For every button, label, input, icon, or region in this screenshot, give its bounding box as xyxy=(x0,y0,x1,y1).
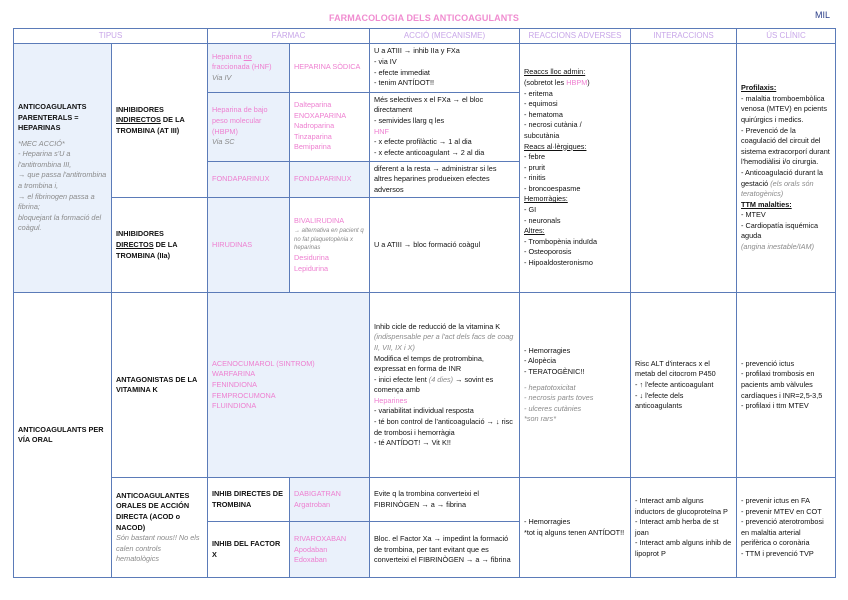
hbpm-action-3: - x efecte profilàctic → 1 al dia xyxy=(374,137,472,147)
use-l1-2-row xyxy=(741,168,831,200)
hirudinas-action-cell xyxy=(370,198,520,293)
adverse-h1 xyxy=(524,67,626,78)
acod-thr-label-cell xyxy=(208,478,290,522)
acod-adverse-1: *tot iq alguns tenen ANTÍDOT!! xyxy=(524,527,625,537)
subtype-indirect-post: DE LA TROMBINA (AT III) xyxy=(116,115,185,135)
page-title: FARMACOLOGIA DELS ANTICOAGULANTS xyxy=(328,13,520,23)
vitk-a3: - inici efecte lent xyxy=(374,374,429,384)
vitk-adverse-note-0: - hepatotoxicitat xyxy=(524,382,576,392)
adverse-h3: Hemorràgies: xyxy=(524,194,568,204)
use-l1-0: - malaltia tromboembòlica venosa (MTEV) en pcients quirúrgics i medics. xyxy=(741,93,827,125)
adverse-l4-1: - Osteoporosis xyxy=(524,247,572,257)
vitk-inter-0: Risc ALT d'interacs x el metab del citocrom P450 xyxy=(635,358,716,379)
hbpm-names-cell xyxy=(290,92,370,161)
acod-use-3: - TTM i prevenció TVP xyxy=(741,548,814,558)
use-l1-note: (els orals són teratogènics) xyxy=(741,178,814,199)
acod-use-0: - prevenir ictus en FA xyxy=(741,496,810,506)
acod-xa-label-cell xyxy=(208,522,290,578)
vitk-a1: Inhib cicle de reducció de la vitamina K xyxy=(374,321,501,331)
subtype-direct-word: DIRECTOS xyxy=(116,240,154,250)
adverse-l4-0: - Trombopènia induïda xyxy=(524,236,598,246)
adverse-h1d: ) xyxy=(587,78,590,88)
vitk-name-0: ACENOCUMAROL (SINTROM) xyxy=(212,358,315,368)
vitk-inter-1: - ↑ l'efecte anticoagulant xyxy=(635,380,714,390)
hirudinas-names-cell xyxy=(290,198,370,293)
fonda-label: FONDAPARINUX xyxy=(212,174,270,184)
acod-xa-name-0: RIVAROXABAN xyxy=(294,533,347,543)
vitk-a3c: Heparines xyxy=(374,395,408,405)
subtype-direct-pre: INHIBIDORES xyxy=(116,229,164,239)
hirudinas-name-0: Desidurina xyxy=(294,253,329,263)
vitk-use-1: - profilaxi trombosis en pacients amb vàlvules cardíaques i INR=2,5-3,5 xyxy=(741,369,823,400)
mechanism-note-1: → que passa l'antitrombina a trombina i, xyxy=(18,170,107,191)
vitk-name-4: FLUINDIONA xyxy=(212,401,257,411)
author-tag: MIL xyxy=(814,10,830,20)
header-farmac: FÀRMAC xyxy=(208,29,370,44)
use-l2-0: - MTEV xyxy=(741,210,766,220)
acod-xa-action-cell xyxy=(370,522,520,578)
acod-adverse-0: - Hemorragies xyxy=(524,517,571,527)
subtype-direct-post: DE LA TROMBINA (IIa) xyxy=(116,240,178,260)
header-row xyxy=(14,29,836,44)
hbpm-action-4: - x efecte anticoagulant → 2 al dia xyxy=(374,147,485,157)
header-reaccions: REACCIONS ADVERSES xyxy=(520,29,631,44)
vitk-name-3: FEMPROCUMONA xyxy=(212,390,276,400)
hirudinas-name-top: BIVALIRUDINA xyxy=(294,216,345,226)
hnf-action-3: - tenim ANTÍDOT!! xyxy=(374,78,435,88)
use-h1: Profilaxis: xyxy=(741,83,777,93)
acod-label-cell xyxy=(112,478,208,578)
hnf-action-0: U a ATIII → inhib IIa y FXa xyxy=(374,46,460,56)
type-orals xyxy=(14,293,112,578)
parenteral-use-cell xyxy=(737,43,836,293)
use-h2: TTM malalties: xyxy=(741,199,792,209)
hirudinas-action: U a ATIII → bloc formació coàgul xyxy=(374,240,481,250)
acod-thr-action-cell xyxy=(370,478,520,522)
adverse-h1c: HBPM xyxy=(566,78,588,88)
adverse-h1-sub xyxy=(524,78,626,89)
hbpm-route: Via SC xyxy=(212,137,235,147)
header-accio: ACCIÓ (MECANISME) xyxy=(370,29,520,44)
acod-thr-inter-0: - Interact amb alguns inductors de glucoproteïna P xyxy=(635,496,728,516)
hbpm-action-0: Més selectives x el FXa → el bloc directament xyxy=(374,94,484,115)
fonda-action: diferent a la resta → administrar si les altres heparines produeixen efectes adversos xyxy=(374,163,497,194)
hirudinas-label-cell xyxy=(208,198,290,293)
vitk-adverse-2: - TERATOGÈNIC!! xyxy=(524,366,585,376)
acod-use-1: - prevenir MTEV en COT xyxy=(741,506,822,516)
hirudinas-names-note: → alternativa en pacient q no fat plaquetopènia x heparinas xyxy=(294,228,364,252)
acod-use-2: - prevenció aterotrombosi en malaltia arterial perifèrica o coronària xyxy=(741,517,824,548)
vitk-name-2: FENINDIONA xyxy=(212,380,257,390)
adverse-l1-3: - necrosi cutània / xyxy=(524,120,582,130)
parenteral-adverse-cell xyxy=(520,43,631,293)
subtype-direct xyxy=(112,198,208,293)
vitk-use-2: - profilaxi i ttm MTEV xyxy=(741,401,809,411)
adverse-l2-0: - febre xyxy=(524,152,546,162)
vitk-use-0: - prevenció ictus xyxy=(741,358,795,368)
vitk-adverse-note-3: *son rars* xyxy=(524,414,557,424)
hbpm-name-3: Tinzaparina xyxy=(294,131,332,141)
vitk-a4-0: - variabilitat individual resposta xyxy=(374,406,474,416)
adverse-l4-2: - Hipoaldosteronismo xyxy=(524,257,593,267)
vitk-adverse-note-2: - ulceres cutànies xyxy=(524,403,582,413)
hirudinas-name-1: Lepidurina xyxy=(294,263,329,273)
pharmacology-table xyxy=(13,28,836,578)
header-tipus: TIPUS xyxy=(14,29,208,44)
hbpm-label: Heparina de bajo peso molecular (HBPM) xyxy=(212,105,268,136)
hbpm-name-0: Dalteparina xyxy=(294,100,332,110)
mechanism-note-2: → el fibrinogen passa a fibrina; xyxy=(18,191,95,212)
hnf-no: no xyxy=(243,51,252,61)
acod-xa-inter-0: - Interact amb alguns inhib de lipoprot P xyxy=(635,538,732,558)
use-l2-note: (angina inestable/IAM) xyxy=(741,242,815,251)
adverse-h4: Altres: xyxy=(524,226,545,236)
adverse-h1-label: Reaccs lloc admin: xyxy=(524,67,586,77)
vitk-label-cell xyxy=(112,293,208,478)
vitk-a4-2: - té ANTÍDOT! → Vit K!! xyxy=(374,438,451,448)
vitk-label: ANTAGONISTAS DE LA VITAMINA K xyxy=(116,374,197,395)
mechanism-note-title: *MEC ACCIÓ* xyxy=(18,138,65,148)
adverse-l1-4: subcutània xyxy=(524,130,560,140)
vitk-adverse-0: - Hemorragies xyxy=(524,345,571,355)
acod-xa-name-2: Edoxaban xyxy=(294,555,327,565)
fonda-name-cell xyxy=(290,161,370,198)
hnf-name: HEPARINA SÒDICA xyxy=(294,62,361,72)
adverse-l2-3: - broncoespasme xyxy=(524,183,581,193)
vitk-a1-row xyxy=(374,322,515,354)
hirudinas-label: HIRUDINAS xyxy=(212,240,253,250)
hbpm-label-cell xyxy=(208,92,290,161)
vitk-a3b: → sovint es comença amb xyxy=(374,374,494,395)
subtype-indirect-pre: INHIBIDORES xyxy=(116,104,164,114)
use-l1-2: - Anticoagulació durant la gestació xyxy=(741,167,823,188)
use-l1-1: - Prevenció de la coagulació del circuit del sistema extracorporí durant l'hemodiàlisi i/o cirurgia. xyxy=(741,125,830,167)
hnf-action-cell xyxy=(370,43,520,92)
vitk-a4-1: - té bon control de l'anticoagulació → ↓ risc de trombosi i hemorràgia xyxy=(374,417,513,437)
acod-thr-label: INHIB DIRECTES DE TROMBINA xyxy=(212,489,283,509)
hbpm-name-1: ENOXAPARINA xyxy=(294,110,347,120)
hbpm-action-cell xyxy=(370,92,520,161)
hnf-label-cell xyxy=(208,43,290,92)
hnf-name-cell xyxy=(290,43,370,92)
adverse-l3-0: - GI xyxy=(524,204,537,214)
hbpm-name-4: Bemiparina xyxy=(294,142,331,152)
hbpm-action-1: - semivides llarg q les xyxy=(374,116,445,126)
acod-xa-action: Bloc. el Factor Xa → impedint la formació de trombina, per tant evitant que es converteixi el FIBRINÒGEN → a → fibrina xyxy=(374,533,511,565)
acod-label: ANTICOAGULANTES ORALES DE ACCIÓN DIRECTA (ACOD o NACOD) xyxy=(116,490,190,532)
vitk-use-cell xyxy=(737,293,836,478)
acod-thr-inter-1: - Interact amb herba de st joan xyxy=(635,517,719,537)
acod-thr-names-cell xyxy=(290,478,370,522)
type-parenterals-label: ANTICOAGULANTS PARENTERALS = HEPARINAS xyxy=(18,101,87,133)
hnf-action-1: - via IV xyxy=(374,57,397,67)
adverse-l2-2: - rinitis xyxy=(524,173,546,183)
mechanism-note-0: - Heparina s'U a l'antitrombina III, xyxy=(18,149,72,169)
hnf-post: fraccionada (HNF) xyxy=(212,62,272,72)
acod-xa-name-1: Apodaban xyxy=(294,544,328,554)
adverse-l1-2: - hematoma xyxy=(524,109,563,119)
type-orals-label: ANTICOAGULANTS PER VÍA ORAL xyxy=(18,424,104,445)
acod-adverse-cell xyxy=(520,478,631,578)
vitk-adverse-1: - Alopècia xyxy=(524,356,557,366)
vitk-a3-row xyxy=(374,375,515,396)
adverse-l3-1: - neuronals xyxy=(524,215,561,225)
hnf-route: Via IV xyxy=(212,72,232,82)
subtype-indirect xyxy=(112,43,208,198)
vitk-name-1: WARFARINA xyxy=(212,369,256,379)
vitk-names-cell xyxy=(208,293,370,478)
parenteral-interactions-cell xyxy=(631,43,737,293)
hbpm-name-2: Nadroparina xyxy=(294,121,335,131)
hbpm-action-2: HNF xyxy=(374,126,389,136)
acod-xa-names-cell xyxy=(290,522,370,578)
acod-thr-name-0: DABIGATRAN xyxy=(294,489,341,499)
adverse-l1-0: - eritema xyxy=(524,88,553,98)
vitk-a2: Modifica el temps de protrombina, expressat en forma de INR xyxy=(374,353,484,374)
adverse-h2: Reacs al·lèrgiques: xyxy=(524,141,587,151)
vitk-interactions-cell xyxy=(631,293,737,478)
hnf-pre: Heparina xyxy=(212,51,244,61)
vitk-inter-2: - ↓ l'efecte dels anticoagulants xyxy=(635,390,684,411)
vitk-adverse-cell xyxy=(520,293,631,478)
vitk-a3-note: (4 dies) xyxy=(428,374,454,384)
acod-use-cell xyxy=(737,478,836,578)
acod-note: Són bastant nous!! No els calen controls hematològics xyxy=(116,533,200,564)
fonda-action-cell xyxy=(370,161,520,198)
subtype-indirect-word: INDIRECTOS xyxy=(116,115,161,125)
adverse-l2-1: - prurit xyxy=(524,162,546,172)
type-parenterals xyxy=(14,43,112,293)
mechanism-note-3: bloquejant la formació del coàgul. xyxy=(18,212,102,233)
fonda-label-cell xyxy=(208,161,290,198)
header-us-clinic: ÚS CLÍNIC xyxy=(737,29,836,44)
use-l2-1: - Cardiopatía isquémica aguda xyxy=(741,220,819,241)
acod-thr-name-1: Argatroban xyxy=(294,499,331,509)
acod-interactions-cell xyxy=(631,478,737,578)
acod-xa-label: INHIB DEL FACTOR X xyxy=(212,539,281,559)
vitk-adverse-note-1: - necrosis parts toves xyxy=(524,393,594,403)
adverse-h1b: (sobretot les xyxy=(524,78,567,88)
vitk-action-cell xyxy=(370,293,520,478)
acod-thr-action: Evite q la trombina converteixi el FIBRINÒGEN → a → fibrina xyxy=(374,489,480,509)
adverse-l1-1: - equimosi xyxy=(524,99,558,109)
fonda-name: FONDAPARINUX xyxy=(294,174,352,184)
hnf-action-2: - efecte immediat xyxy=(374,67,430,77)
header-interaccions: INTERACCIONS xyxy=(631,29,737,44)
vitk-a1-note: (indispensable per a l'act dels facs de coag II, VII, IX i X) xyxy=(374,332,514,353)
